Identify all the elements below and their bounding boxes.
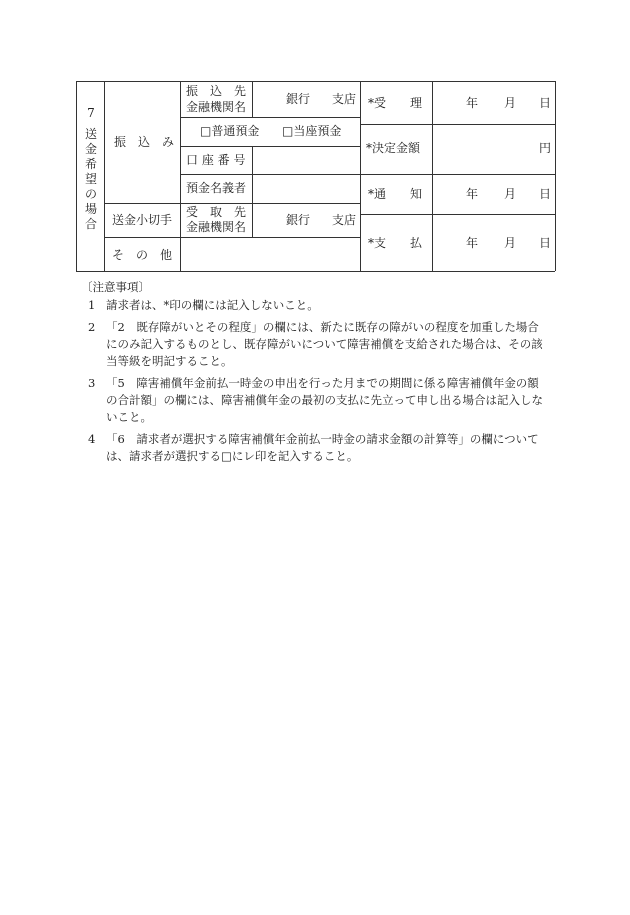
col-line [104,81,105,271]
row-line [180,146,360,147]
year-text: 年 [466,96,479,110]
year-text: 年 [466,187,479,201]
note-line: にのみ記入するものとし、既存障がいについて障害補償を支給された場合は、その該 [106,337,543,351]
bank-text: 銀行 [286,213,311,227]
account-holder-field[interactable] [254,176,358,202]
yen-text: 円 [539,141,552,155]
year-text: 年 [466,236,479,250]
row-line [360,174,555,175]
table-border-left [76,81,77,271]
day-text: 日 [539,96,552,110]
check-label: 送金小切手 [112,213,173,227]
deposit-ordinary-checkbox[interactable]: □普通預金 [200,124,260,138]
bank-label-line2: 金融機関名 [186,100,247,114]
note-line: の合計額」の欄には、障害補償年金の最初の支払に先立って申し出る場合は記入しな [106,393,543,407]
branch-text: 支店 [332,213,357,227]
note-line: は、請求者が選択する□にレ印を記入すること。 [106,449,359,463]
row-line [180,174,360,175]
note-line: 「6 請求者が選択する障害補償年金前払一時金の請求金額の計算等」の欄について [106,432,539,446]
row-line [104,203,360,204]
row-line [360,124,555,125]
note-number: 3 [88,376,96,390]
row-line [180,117,360,118]
col-line [360,81,361,271]
note-line: 当等級を明記すること。 [106,354,233,368]
note-number: 2 [88,320,96,334]
day-text: 日 [539,236,552,250]
month-text: 月 [504,96,517,110]
month-text: 月 [504,187,517,201]
notes-heading: 〔注意事項〕 [81,280,150,294]
payment-label: *支 払 [368,236,423,250]
bank-label-line1: 振 込 先 [186,84,247,98]
row-line [104,237,360,238]
account-number-label: 口 座 番 号 [186,153,246,167]
note-line: 請求者は、*印の欄には記入しないこと。 [106,298,319,312]
col-line [180,81,181,271]
table-border-bottom [76,271,555,272]
section-number: 7 [87,106,95,120]
notice-label: *通 知 [368,187,423,201]
month-text: 月 [504,236,517,250]
bank-text: 銀行 [286,92,311,106]
table-border-right [555,81,556,271]
row-line [360,214,555,215]
decided-amount-label: *決定金額 [366,141,421,155]
col-line [432,81,433,271]
note-number: 1 [88,298,96,312]
other-field[interactable] [182,239,358,269]
deposit-current-checkbox[interactable]: □当座預金 [282,124,342,138]
col-line [252,81,253,117]
receiver-label-line1: 受 取 先 [186,205,247,219]
note-line: いこと。 [106,410,152,424]
account-number-field[interactable] [254,148,358,172]
receipt-label: *受 理 [368,96,423,110]
other-label: そ の 他 [112,248,173,262]
note-line: 「5 障害補償年金前払一時金の申出を行った月までの期間に係る障害補償年金の額 [106,376,539,390]
receiver-label-line2: 金融機関名 [186,220,247,234]
branch-text: 支店 [332,92,357,106]
account-holder-label: 預金名義者 [186,181,247,195]
transfer-label: 振 込 み [114,135,175,149]
table-border-top [76,81,555,82]
note-number: 4 [88,432,96,446]
day-text: 日 [539,187,552,201]
col-line [252,146,253,237]
section-title: 7 送 金 希 望 の 場 合 [84,106,97,231]
note-line: 「2 既存障がいとその程度」の欄には、新たに既存の障がいの程度を加重した場合 [106,320,539,334]
